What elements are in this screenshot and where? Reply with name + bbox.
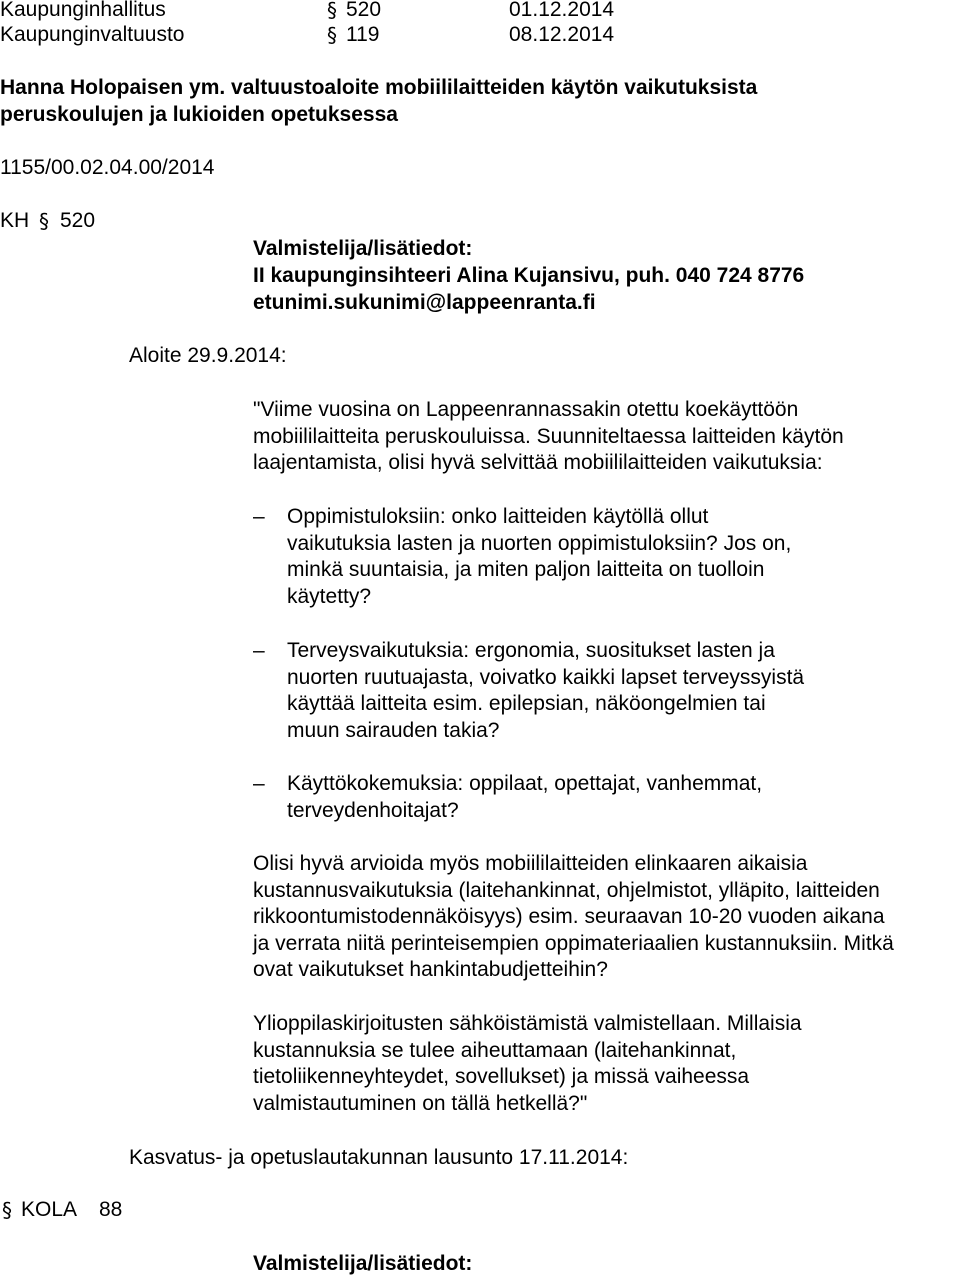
exams-line: Ylioppilaskirjoitusten sähköistämistä valmistellaan. Millaisia — [253, 1012, 802, 1035]
preparer-heading: Valmistelija/lisätiedot: — [253, 237, 473, 260]
costs-line: Olisi hyvä arvioida myös mobiililaitteiden elinkaaren aikaisia — [253, 852, 808, 875]
header-body-1: Kaupunginhallitus — [0, 0, 166, 21]
document-title-line1: Hanna Holopaisen ym. valtuustoaloite mobiililaitteiden käytön vaikutuksista — [0, 76, 758, 99]
bullet-dash: – — [253, 639, 265, 662]
costs-paragraph — [253, 851, 894, 984]
bullet-line: Käyttökokemuksia: oppilaat, opettajat, vanhemmat, — [287, 772, 763, 795]
bullet-line: muun sairauden takia? — [287, 718, 500, 742]
kh-number: 520 — [60, 209, 96, 232]
kh-label: KH — [0, 209, 30, 232]
intro-paragraph — [253, 397, 844, 477]
exams-line: kustannuksia se tulee aiheuttamaan (laitehankinnat, — [253, 1038, 737, 1062]
exams-line: valmistautuminen on tällä hetkellä?" — [253, 1091, 588, 1115]
preparer-email: etunimi.sukunimi@lappeenranta.fi — [253, 291, 596, 314]
section-sign-2: § — [327, 23, 337, 47]
exams-paragraph — [253, 1011, 802, 1117]
bullet-line: käyttää laitteita esim. epilepsian, näköongelmien tai — [287, 692, 766, 715]
bullet-item — [287, 771, 762, 824]
bullet-line: käytetty? — [287, 584, 372, 608]
bullet-dash: – — [253, 772, 265, 795]
bullet-line: Terveysvaikutuksia: ergonomia, suositukset lasten ja — [287, 639, 775, 662]
costs-line: ja verrata niitä perinteisempien oppimateriaalien kustannuksiin. Mitkä — [253, 931, 894, 955]
bullet-item — [287, 504, 791, 610]
kola-label: KOLA — [21, 1198, 78, 1221]
intro-line: laajentamista, olisi hyvä selvittää mobiililaitteiden vaikutuksia: — [253, 451, 823, 474]
aloite-label: Aloite 29.9.2014: — [129, 344, 287, 367]
preparer-contact: II kaupunginsihteeri Alina Kujansivu, puh. 040 724 8776 — [253, 264, 805, 287]
document-title-line2: peruskoulujen ja lukioiden opetuksessa — [0, 103, 398, 126]
costs-line: ovat vaikutukset hankintabudjetteihin? — [253, 958, 608, 981]
intro-line: "Viime vuosina on Lappeenrannassakin otettu koekäyttöön — [253, 398, 799, 421]
header-number-2: 119 — [346, 23, 380, 46]
header-number-1: 520 — [346, 0, 382, 21]
kola-section-sign: § — [2, 1198, 12, 1222]
bullet-line: Oppimistuloksiin: onko laitteiden käytöllä ollut — [287, 505, 709, 528]
header-body-2: Kaupunginvaltuusto — [0, 23, 185, 46]
bullet-item — [287, 638, 804, 744]
header-date-1: 01.12.2014 — [509, 0, 615, 21]
statement-heading: Kasvatus- ja opetuslautakunnan lausunto 17.11.2014: — [129, 1146, 629, 1169]
bullet-line: minkä suuntaisia, ja miten paljon laitteita on tuolloin — [287, 558, 765, 581]
exams-line: tietoliikenneyhteydet, sovellukset) ja missä vaiheessa — [253, 1065, 750, 1088]
costs-line: rikkoontumistodennäköisyys) esim. seuraavan 10-20 vuoden aikana — [253, 905, 885, 928]
kola-number: 88 — [99, 1198, 123, 1221]
intro-line: mobiililaitteita peruskouluissa. Suunniteltaessa laitteiden käytön — [253, 424, 844, 448]
header-date-2: 08.12.2014 — [509, 23, 615, 46]
kh-section-sign: § — [39, 209, 49, 233]
bullet-line: vaikutuksia lasten ja nuorten oppimistuloksiin? Jos on, — [287, 531, 792, 555]
bullet-line: nuorten ruutuajasta, voivatko kaikki lapset terveyssyistä — [287, 665, 805, 689]
bullet-dash: – — [253, 505, 265, 528]
section-sign-1: § — [327, 0, 337, 22]
preparer2-heading: Valmistelija/lisätiedot: — [253, 1252, 473, 1275]
bullet-line: terveydenhoitajat? — [287, 798, 459, 822]
reference-number: 1155/00.02.04.00/2014 — [0, 156, 215, 179]
costs-line: kustannusvaikutuksia (laitehankinnat, ohjelmistot, ylläpito, laitteiden — [253, 878, 880, 902]
